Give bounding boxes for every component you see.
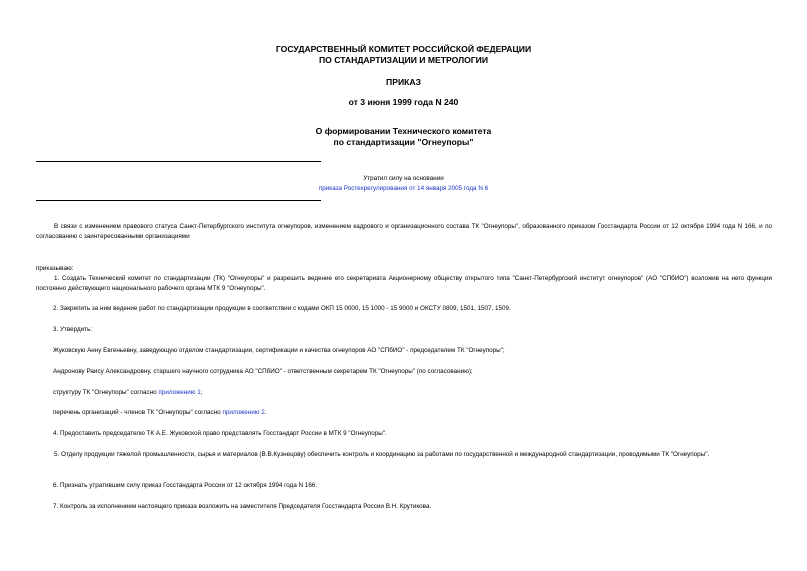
divider-top: [36, 161, 321, 162]
item-7-paragraph: 7. Контроль за исполнением настоящего приказа возложить на заместителя Председателя Госстандарта России В.Н. Крутикова.: [53, 503, 432, 510]
item-3-structure-text: структуру ТК "Огнеупоры" согласно: [53, 389, 159, 396]
status-note: Утратил силу на основании: [363, 175, 444, 182]
item-5-paragraph: 5. Отделу продукции тяжелой промышленности, сырья и материалов (В.В.Кузнецову) обеспечить контроль и координацию за работами по государственной и международной стандартизации, проводимыми ТК "Огнеупоры".: [54, 451, 710, 458]
document-title-line2: по стандартизации "Огнеупоры": [333, 137, 474, 147]
item-6-paragraph: 6. Признать утратившим силу приказ Госстандарта России от 12 октября 1994 года N 166.: [53, 482, 318, 489]
divider-bottom: [36, 200, 321, 201]
item-3-members: [53, 408, 266, 418]
item-3-chairman: Жуковскую Анну Евгеньевну, заведующую отделом стандартизации, сертификации и качества огнеупоров АО "СПбИО" - председателем ТК "Огнеупоры";: [53, 347, 505, 354]
document-type: ПРИКАЗ: [386, 77, 421, 87]
item-3-heading: 3. Утвердить:: [53, 326, 93, 333]
item-2-paragraph: 2. Закрепить за ним ведение работ по стандартизации продукции в соответствии с кодами ОКП 15 0000, 15 1000 - 15 9000 и ОКСТУ 0809, 1501, 1507, 1509.: [53, 305, 511, 312]
document-date-number: от 3 июня 1999 года N 240: [348, 97, 459, 107]
item-3-structure-end: ;: [200, 389, 203, 396]
item-3-members-end: .: [264, 409, 267, 416]
item-4-paragraph: 4. Предоставить председателю ТК А.Е. Жуковской право представлять Госстандарт России в МТК 9 "Огнеупоры".: [53, 430, 387, 437]
agency-name-line2: ПО СТАНДАРТИЗАЦИИ И МЕТРОЛОГИИ: [318, 55, 489, 65]
item-3-structure: [53, 388, 202, 398]
document-title-line1: О формировании Технического комитета: [315, 126, 492, 136]
appendix-1-link[interactable]: приложению 1: [158, 389, 201, 396]
intro-paragraph: В связи с изменением правового статуса Санкт-Петербургского института огнеупоров, изменением кадрового и организационного состава ТК "Огнеупоры", образованного приказом Госстандарта России от 12 октября 1994 года N 166, и по согласованию с заинтересованными организациями: [36, 223, 772, 240]
item-1-paragraph: 1. Создать Технический комитет по стандартизации (ТК) "Огнеупоры" и разрешить ведение его секретариата Акционерному обществу открытого типа "Санкт-Петербургский институт огнеупоров" (АО "СПбИО") возложив на него функции постоянно действующего национального рабочего органа МТК 9 "Огнеупоры".: [36, 275, 772, 292]
item-3-members-text: перечень организаций - членов ТК "Огнеупоры" согласно: [53, 409, 223, 416]
order-word: приказываю:: [36, 265, 74, 272]
status-link[interactable]: приказа Ростехрегулирования от 14 января 2005 года N 6: [318, 185, 489, 192]
item-3-secretary: Андронову Раису Александровну, старшего научного сотрудника АО "СПбИО" - ответственным секретарем ТК "Огнеупоры" (по согласованию);: [53, 368, 473, 375]
agency-name-line1: ГОСУДАРСТВЕННЫЙ КОМИТЕТ РОССИЙСКОЙ ФЕДЕРАЦИИ: [275, 44, 532, 54]
appendix-2-link[interactable]: приложению 2: [222, 409, 265, 416]
